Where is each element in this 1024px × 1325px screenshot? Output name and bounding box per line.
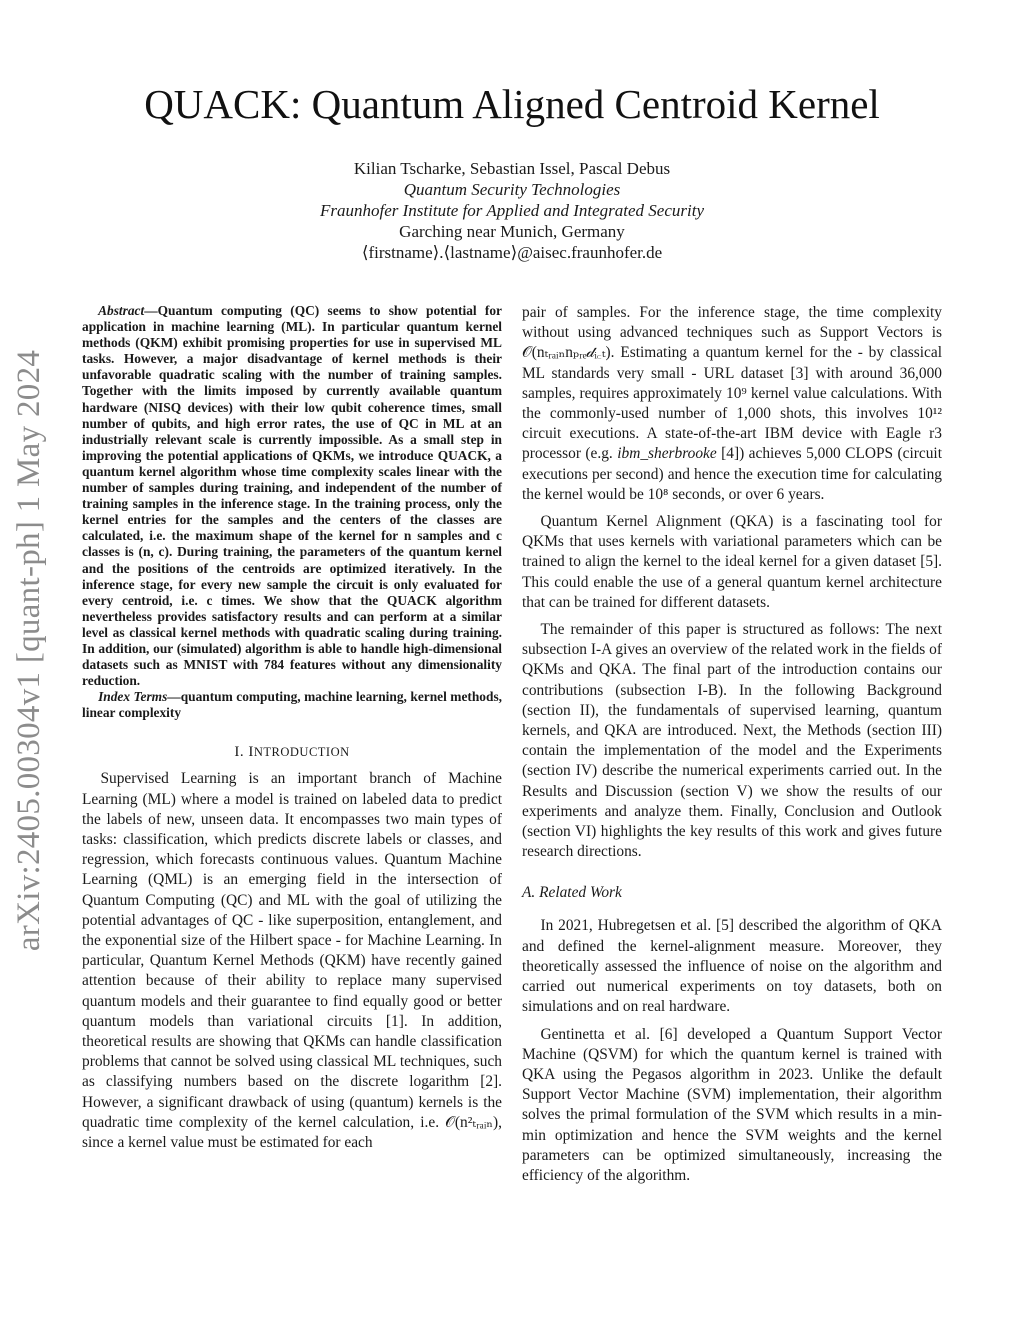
intro-paragraph-1: Supervised Learning is an important branch of Machine Learning (ML) where a model is trained on labeled data to predict the labels of new, unseen data. It encompasses two main types of tasks: classification, which predicts discrete labels or classes, and regression, which forecasts continuous values. Quantum Machine Learning (QML) is an emerging field in the intersection of Quantum Computing (QC) and ML with the goal of utilizing the potential advantages of QC - like superposition, entanglement, and the exponential size of the Hilbert space - for Machine Learning. In particular, Quantum Kernel Methods (QKM) have recently gained attention because of their ability to replace many supervised quantum models and their guarantee to find equally good or better quantum models than variational circuits [1]. In addition, theoretical results are showing that QKMs can handle classification problems that cannot be solved using classical ML techniques, such as classifying numbers based on the discrete logarithm [2]. However, a significant drawback of using (quantum) kernels is the quadratic time complexity of the kernel calculation, i.e. 𝒪(n²ₜᵣₐᵢₙ), since a kernel value must be estimated for each (82, 770, 502, 1152)
abstract-lead: Abstract (98, 303, 145, 318)
author-names: Kilian Tscharke, Sebastian Issel, Pascal Debus (353, 159, 671, 178)
index-terms-text: —quantum computing, machine learning, kernel methods, linear complexity (82, 689, 503, 721)
paper-header (0, 80, 1024, 263)
section-heading-introduction (82, 744, 502, 761)
index-terms (82, 689, 502, 721)
abstract (82, 303, 502, 689)
right-column (522, 303, 942, 1186)
affiliation-1: Quantum Security Technologies (403, 180, 621, 199)
author-email: ⟨firstname⟩.⟨lastname⟩@aisec.fraunhofer.de (361, 243, 663, 262)
paper-title: QUACK: Quantum Aligned Centroid Kernel (144, 81, 880, 127)
left-column (82, 303, 502, 1153)
subsection-heading-related-work: A. Related Work (522, 884, 622, 902)
related-work-paragraph-1: In 2021, Hubregetsen et al. [5] described the algorithm of QKA and defined the kernel-alignment measure. Moreover, they theoretically assessed the influence of noise on the algorithm and carried out numerical experiments on toy datasets, both on simulations and on real hardware. (522, 917, 942, 1016)
author-block (0, 158, 1024, 263)
arxiv-stamp (10, 340, 50, 960)
abstract-text: —Quantum computing (QC) seems to show potential for application in machine learning (ML). In particular quantum kernel methods (QKM) exhibit promising properties for use in supervised ML tasks. However, a major disadvantage of kernel methods is their unfavorable quadratic scaling with the number of training samples. Together with the limits imposed by currently available quantum hardware (NISQ devices) with their low qubit coherence times, small number of qubits, and high error rates, the use of QC in ML at an industrially relevant scale is currently impossible. As a small step in improving the potential applications of QKMs, we introduce QUACK, a quantum kernel algorithm whose time complexity scales linear with the number of samples during training, and independent of the number of training samples in the inference stage. In the training process, only the kernel entries for the samples and the centers of the classes are calculated, i.e. the maximum shape of the kernel for n samples and c classes is (n, c). During training, the parameters of the quantum kernel and the positions of the centroids are optimized iteratively. In the inference stage, for every new sample the circuit is only evaluated for every centroid, i.e. c times. We show that the QUACK algorithm nevertheless provides satisfactory results and can perform at a similar level as classical kernel methods with quadratic scaling during training. In addition, our (simulated) algorithm is able to handle high-dimensional datasets such as MNIST with 784 features without any dimensionality reduction. (82, 303, 502, 689)
section-numeral: I. I (234, 744, 254, 761)
device-name: ibm_sherbrooke (617, 445, 717, 463)
author-location: Garching near Munich, Germany (399, 222, 625, 241)
index-terms-lead: Index Terms (98, 689, 168, 705)
right-p1-start: pair of samples. For the inference stage, the time complexity without using advanced techniques such as Support Vectors is 𝒪(nₜᵣₐᵢₙnₚᵣₑ𝒹ᵢ꜀ₜ). Estimating a quantum kernel for the - by classical ML standards very small - URL dataset [3] with around 36,000 samples, requires approximately 10⁹ kernel value calculations. With the commonly-used number of 1,000 shots, this involves 10¹² circuit executions. A state-of-the-art IBM device with Eagle r3 processor (e.g. (522, 304, 942, 463)
right-p1-end: [4]) achieves 5,000 CLOPS (circuit executions per second) and hence the execution time for calculating the kernel would be 10⁸ seconds, or over 6 years. (522, 445, 942, 503)
right-paragraph-2: Quantum Kernel Alignment (QKA) is a fascinating tool for QKMs that uses kernels with variational parameters which can be trained to align the kernel to the ideal kernel for a given dataset [5]. This could enable the use of a general quantum kernel architecture that can be trained for different datasets. (522, 513, 942, 611)
affiliation-2: Fraunhofer Institute for Applied and Integrated Security (319, 201, 705, 220)
right-paragraph-3: The remainder of this paper is structured as follows: The next subsection I-A gives an overview of the related work in the fields of QKMs and QKA. The final part of the introduction contains our contributions (subsection I-B). In the following Background (section II), the fundamentals of supervised learning, quantum kernels, and QKA are introduced. Next, the Methods (section III) contain the implementation of the model and the Experiments (section IV) describe the numerical experiments carried out. In the Results and Discussion (section V) we show the results of our experiments and analyze them. Finally, Conclusion and Outlook (section VI) highlights the key results of this work and gives future research directions. (522, 621, 942, 861)
arxiv-id: arXiv:2405.00304v1 [quant-ph] 1 May 2024 (11, 349, 48, 951)
right-paragraph-1 (522, 303, 942, 505)
section-title-rest: NTRODUCTION (253, 745, 350, 760)
related-work-paragraph-2: Gentinetta et al. [6] developed a Quantum Support Vector Machine (QSVM) for which the quantum kernel is trained with QKA using the Pegasos algorithm in 2023. Unlike the default Support Vector Machine (SVM) implementation, their algorithm solves the primal formulation of the SVM which results in a min-min optimization and hence the SVM weights and the kernel parameters can be optimized simultaneously, increasing the efficiency of the algorithm. (522, 1025, 942, 1184)
